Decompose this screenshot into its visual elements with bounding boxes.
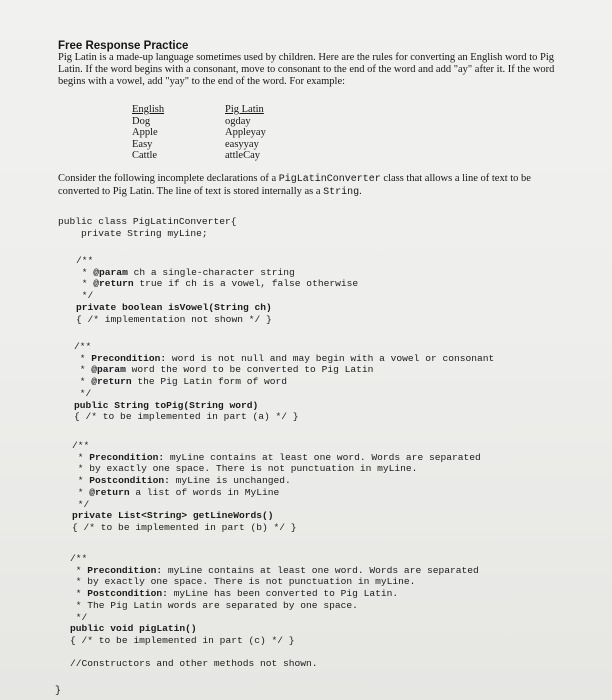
column-header-english: English	[132, 104, 165, 115]
class-declaration: public class PigLatinConverter{ private String myLine;	[58, 216, 237, 239]
consider-text: Consider the following incomplete declarations of a	[58, 173, 279, 184]
table-header-row	[132, 104, 266, 116]
table-row	[132, 139, 266, 151]
intro-paragraph: Pig Latin is a made-up language sometimes used by children. Here are the rules for converting an English word to Pig Latin. If the word begins with a consonant, move to consonant to the end of the word and add "ay" after it. If the word begins with a vowel, add "yay" to the end of the word. For example:	[58, 52, 555, 87]
table-cell: Apple	[132, 127, 158, 138]
type-name-inline: String	[323, 187, 360, 198]
table-cell: ogday	[225, 115, 251, 127]
table-cell: attleCay	[225, 150, 260, 161]
consider-text: class that allows a line of text to be converted to Pig Latin. The line of text is stored internally as a	[58, 173, 531, 197]
table-cell: Appleyay	[225, 127, 266, 138]
page-title: Free Response Practice	[58, 40, 189, 52]
example-table	[132, 104, 266, 162]
table-row	[132, 116, 266, 128]
class-name-inline: PigLatinConverter	[278, 174, 381, 185]
consider-text: .	[359, 186, 362, 197]
closing-brace: }	[55, 686, 62, 697]
table-cell: easyyay	[225, 138, 259, 150]
code-block-getlinewords: /** * Precondition: myLine contains at least one word. Words are separated * by exactly one space. There is not punctuation in myLine. * Postcondition: myLine is unchanged. * @return a list of words in MyLine */ private List<String> getLineWords() { /* to be implemented in part (b) */ }	[72, 440, 481, 533]
column-header-pig-latin: Pig Latin	[225, 104, 264, 115]
code-block-topig: /** * Precondition: word is not null and may begin with a vowel or consonant * @param word the word to be converted to Pig Latin * @return the Pig Latin form of word */ public String toPig(String word) { /* to be implemented in part (a) */ }	[74, 341, 495, 423]
table-row	[132, 127, 266, 139]
table-row	[132, 150, 266, 162]
consider-paragraph	[58, 173, 558, 199]
trailer-comment: //Constructors and other methods not shown.	[70, 658, 318, 670]
code-block-piglatin: /** * Precondition: myLine contains at least one word. Words are separated * by exactly one space. There is not punctuation in myLine. * Postcondition: myLine has been converted to Pig Latin. * The Pig Latin words are separated by one space. */ public void pigLatin() { /* to be implemented in part (c) */ } //Constructors and other methods not shown.	[70, 553, 479, 670]
table-cell: Dog	[132, 115, 151, 127]
table-cell: Easy	[132, 138, 153, 150]
code-block-isvowel: /** * @param ch a single-character string * @return true if ch is a vowel, false otherwise */ private boolean isVowel(String ch) { /* implementation not shown */ }	[76, 255, 359, 325]
table-cell: Cattle	[132, 150, 158, 161]
